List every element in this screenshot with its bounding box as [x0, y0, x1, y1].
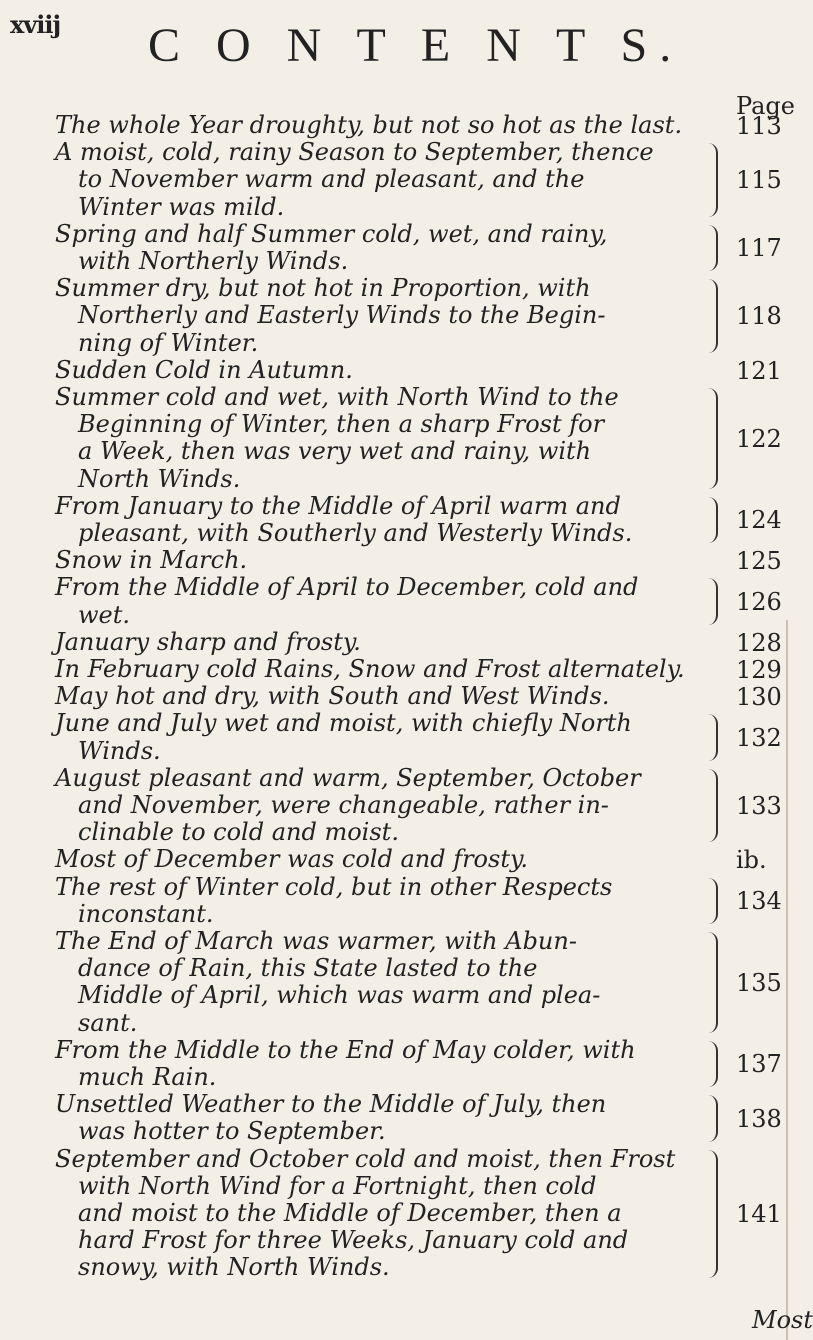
contents-entry	[0, 139, 800, 221]
entry-line: North Winds.	[78, 464, 241, 493]
entry-line: August pleasant and warm, September, October	[55, 763, 641, 792]
page-title: C O N T E N T S.	[148, 19, 684, 72]
entry-brace	[702, 932, 718, 1033]
folio: xviij	[10, 10, 61, 39]
entry-page-number: 134	[736, 887, 782, 916]
entry-page-number: 128	[736, 628, 782, 657]
entry-line: Middle of April, which was warm and plea-	[78, 981, 601, 1010]
entry-line: pleasant, with Southerly and Westerly Winds.	[78, 518, 633, 547]
contents-entry	[0, 357, 800, 384]
entry-line: much Rain.	[78, 1062, 217, 1091]
entry-page-number: 126	[736, 587, 782, 616]
entry-line: to November warm and pleasant, and the	[78, 165, 585, 194]
entry-line: with North Wind for a Fortnight, then cold	[78, 1171, 597, 1200]
entry-page-number: 125	[736, 547, 782, 576]
entry-page-number: 135	[736, 968, 782, 997]
contents-entry	[0, 656, 800, 683]
entry-brace	[702, 388, 718, 489]
contents-entry	[0, 493, 800, 547]
entry-brace	[702, 143, 718, 217]
entry-brace	[702, 714, 718, 760]
entry-page-number: ib.	[736, 846, 767, 875]
entry-line: clinable to cold and moist.	[78, 818, 399, 847]
entry-line: Most of December was cold and frosty.	[55, 845, 528, 874]
entry-page-number: 133	[736, 791, 782, 820]
contents-entry	[0, 112, 800, 139]
entry-brace	[702, 769, 718, 843]
contents-entry	[0, 683, 800, 710]
entry-line: ning of Winter.	[78, 328, 259, 357]
entry-line: From the Middle to the End of May colder, with	[55, 1035, 636, 1064]
entry-line: June and July wet and moist, with chiefly North	[55, 709, 632, 738]
entry-page-number: 115	[736, 166, 782, 195]
entry-page-number: 132	[736, 723, 782, 752]
entry-page-number: 138	[736, 1104, 782, 1133]
entry-line: January sharp and frosty.	[55, 627, 361, 656]
entry-page-number: 129	[736, 656, 782, 684]
entry-line: Winds.	[78, 736, 161, 765]
entry-line: wet.	[78, 600, 131, 629]
page-column-label: Page	[736, 92, 795, 120]
contents-entry	[0, 384, 800, 493]
entry-page-number: 122	[736, 424, 782, 453]
entry-page-number: 121	[736, 356, 782, 385]
entry-brace	[702, 1150, 718, 1278]
entry-brace	[702, 878, 718, 924]
entry-line: Beginning of Winter, then a sharp Frost for	[78, 410, 605, 439]
entry-brace	[702, 225, 718, 271]
contents-entry	[0, 710, 800, 764]
entry-line: Sudden Cold in Autumn.	[55, 355, 353, 384]
entry-line: and moist to the Middle of December, then a	[78, 1198, 622, 1227]
contents-entry	[0, 874, 800, 928]
entry-line: Snow in March.	[55, 546, 248, 575]
contents-entry	[0, 1146, 800, 1282]
entry-line: From January to the Middle of April warm and	[55, 491, 621, 520]
contents-entry	[0, 629, 800, 656]
entry-page-number: 130	[736, 683, 782, 712]
contents-entry	[0, 765, 800, 847]
contents-entry	[0, 928, 800, 1037]
entry-brace	[702, 279, 718, 353]
entry-brace	[702, 1095, 718, 1141]
entry-line: sant.	[78, 1008, 138, 1037]
entry-line: The whole Year droughty, but not so hot as the last.	[55, 111, 683, 139]
entry-line: In February cold Rains, Snow and Frost alternately.	[55, 655, 685, 683]
entry-line: with Northerly Winds.	[78, 246, 349, 275]
contents-entry	[0, 221, 800, 275]
entry-line: Northerly and Easterly Winds to the Begin-	[78, 301, 606, 330]
entry-line: The End of March was warmer, with Abun-	[55, 927, 577, 955]
contents-entry	[0, 846, 800, 873]
entry-page-number: 118	[736, 302, 782, 331]
entry-line: From the Middle of April to December, cold and	[55, 573, 639, 602]
entry-line: and November, were changeable, rather in-	[78, 790, 609, 819]
entry-line: a Week, then was very wet and rainy, with	[78, 437, 592, 466]
entry-line: hard Frost for three Weeks, January cold and	[78, 1226, 629, 1255]
entry-page-number: 124	[736, 506, 782, 535]
entry-line: Unsettled Weather to the Middle of July, then	[55, 1090, 607, 1119]
entry-page-number: 117	[736, 234, 782, 263]
catchword: Most	[752, 1306, 813, 1334]
entry-line: snowy, with North Winds.	[78, 1253, 390, 1282]
entry-line: The rest of Winter cold, but in other Respects	[55, 872, 613, 901]
entry-line: Spring and half Summer cold, wet, and rainy,	[55, 219, 608, 248]
contents-entry	[0, 1091, 800, 1145]
contents-entry	[0, 574, 800, 628]
entry-line: A moist, cold, rainy Season to September, thence	[55, 138, 654, 167]
entry-line: inconstant.	[78, 899, 214, 928]
entry-line: Summer dry, but not hot in Proportion, with	[55, 274, 591, 303]
entry-page-number: 141	[736, 1199, 782, 1228]
entry-brace	[702, 497, 718, 543]
entry-line: Winter was mild.	[78, 192, 285, 221]
entry-line: Summer cold and wet, with North Wind to the	[55, 383, 619, 411]
page-edge-shadow	[786, 620, 788, 1340]
contents-entry	[0, 547, 800, 574]
entry-brace	[702, 578, 718, 624]
entry-page-number: 113	[736, 112, 782, 140]
contents-entry	[0, 1037, 800, 1091]
entry-page-number: 137	[736, 1050, 782, 1079]
entry-line: dance of Rain, this State lasted to the	[78, 954, 538, 983]
entry-line: was hotter to September.	[78, 1117, 386, 1146]
entry-brace	[702, 1041, 718, 1087]
contents-entry	[0, 275, 800, 357]
entry-line: September and October cold and moist, then Frost	[55, 1144, 676, 1173]
entry-line: May hot and dry, with South and West Winds.	[55, 682, 610, 711]
